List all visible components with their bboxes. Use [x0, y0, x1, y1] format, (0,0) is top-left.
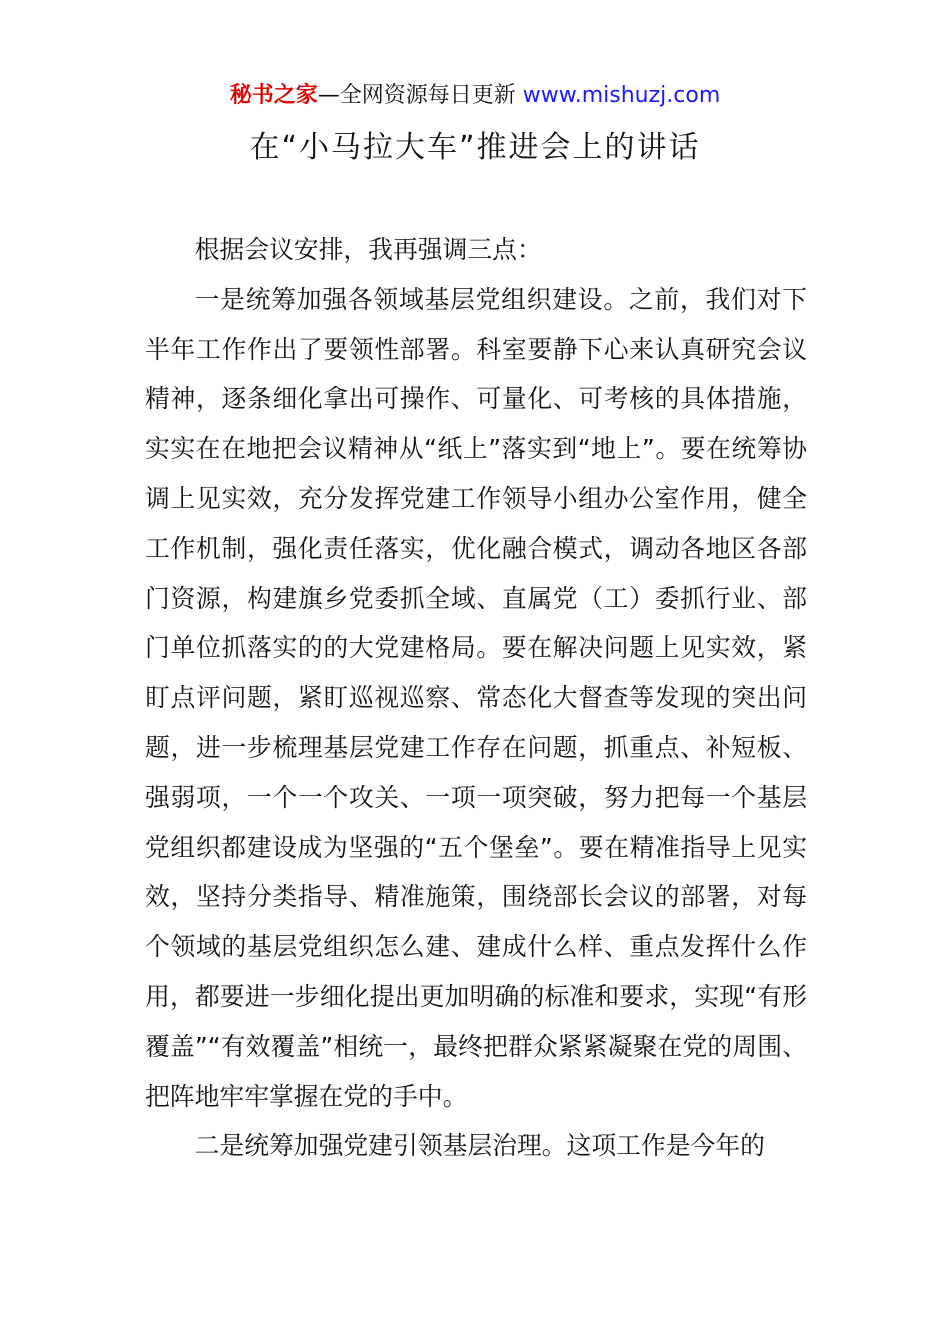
site-brand: 秘书之家 [229, 83, 318, 108]
paragraph-point-two: 二是统筹加强党建引领基层治理。这项工作是今年的 [194, 1131, 765, 1161]
document-body [145, 225, 807, 1171]
site-url-link[interactable]: www.mishuzj.com [522, 83, 721, 108]
site-tagline: —全网资源每日更新 [317, 83, 523, 108]
site-header [0, 80, 950, 112]
document-title: 在“小马拉大车”推进会上的讲话 [249, 130, 701, 165]
paragraph-point-one: 一是统筹加强各领域基层党组织建设。之前，我们对下半年工作作出了要领性部署。科室要静下心来认真研究会议精神，逐条细化拿出可操作、可量化、可考核的具体措施，实实在在地把会议精神从“纸上”落实到“地上”。要在统筹协调上见实效，充分发挥党建工作领导小组办公室作用，健全工作机制，强化责任落实，优化融合模式，调动各地区各部门资源，构建旗乡党委抓全域、直属党（工）委抓行业、部门单位抓落实的的大党建格局。要在解决问题上见实效，紧盯点评问题，紧盯巡视巡察、常态化大督查等发现的突出问题，进一步梳理基层党建工作存在问题，抓重点、补短板、强弱项，一个一个攻关、一项一项突破，努力把每一个基层党组织都建设成为坚强的“五个堡垒”。要在精准指导上见实效，坚持分类指导、精准施策，围绕部长会议的部署，对每个领域的基层党组织怎么建、建成什么样、重点发挥什么作用，都要进一步细化提出更加明确的标准和要求，实现“有形覆盖”“有效覆盖”相统一，最终把群众紧紧凝聚在党的周围、把阵地牢牢掌握在党的手中。 [145, 284, 807, 1111]
paragraph-intro: 根据会议安排，我再强调三点： [194, 235, 542, 264]
